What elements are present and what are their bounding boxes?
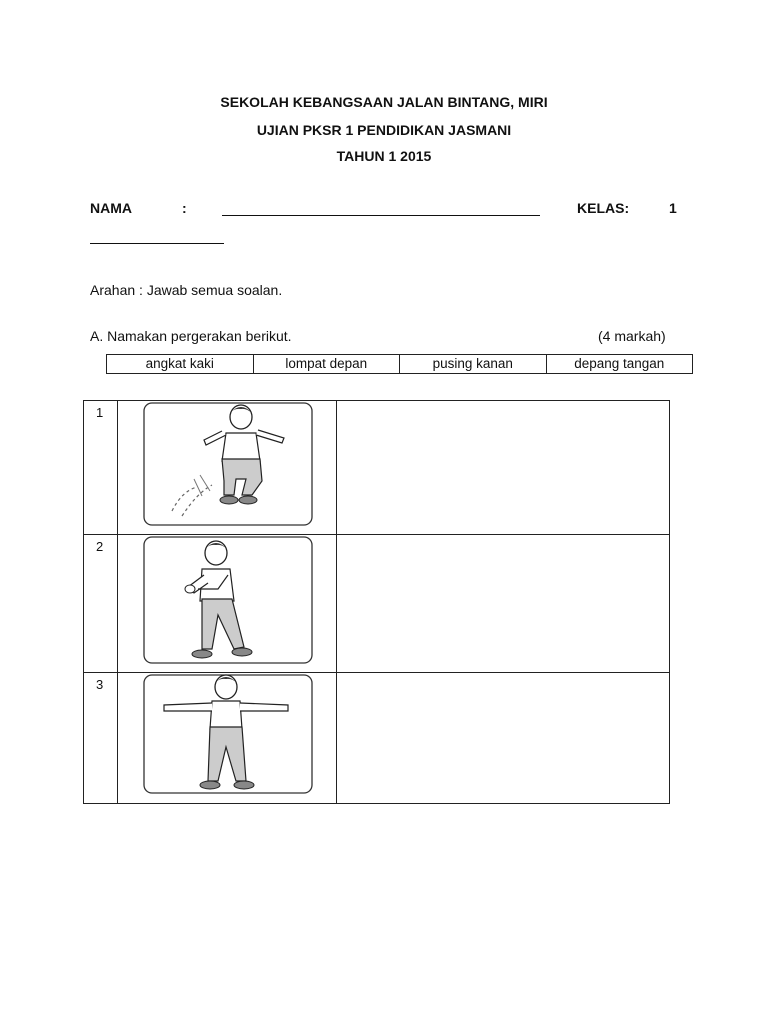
section-a-marks: (4 markah) bbox=[598, 328, 666, 344]
question-number: 2 bbox=[96, 539, 104, 554]
section-a-title: A. Namakan pergerakan berikut. bbox=[90, 328, 292, 344]
arms-stretched-boy-image bbox=[142, 673, 314, 795]
class-blank-line[interactable] bbox=[90, 243, 224, 244]
name-blank-line[interactable] bbox=[222, 200, 540, 216]
name-colon: : bbox=[182, 200, 187, 216]
word-bank-item: pusing kanan bbox=[400, 355, 547, 374]
name-label: NAMA bbox=[90, 200, 132, 216]
question-table bbox=[83, 400, 670, 804]
student-info-row bbox=[90, 200, 690, 220]
class-label: KELAS: bbox=[577, 200, 630, 216]
word-bank-item: depang tangan bbox=[546, 355, 693, 374]
word-bank-table bbox=[106, 354, 693, 374]
question-row bbox=[84, 401, 669, 535]
exam-year: TAHUN 1 2015 bbox=[336, 148, 432, 164]
instructions: Arahan : Jawab semua soalan. bbox=[90, 282, 283, 298]
school-name: SEKOLAH KEBANGSAAN JALAN BINTANG, MIRI bbox=[220, 94, 548, 110]
class-value: 1 bbox=[669, 200, 677, 216]
question-row bbox=[84, 535, 669, 673]
question-number: 1 bbox=[96, 405, 104, 420]
turning-boy-image bbox=[142, 535, 314, 665]
exam-title: UJIAN PKSR 1 PENDIDIKAN JASMANI bbox=[256, 122, 512, 138]
jumping-boy-image bbox=[142, 401, 314, 527]
word-bank-item: lompat depan bbox=[253, 355, 400, 374]
word-bank-item: angkat kaki bbox=[107, 355, 254, 374]
question-row bbox=[84, 673, 669, 805]
question-number: 3 bbox=[96, 677, 104, 692]
